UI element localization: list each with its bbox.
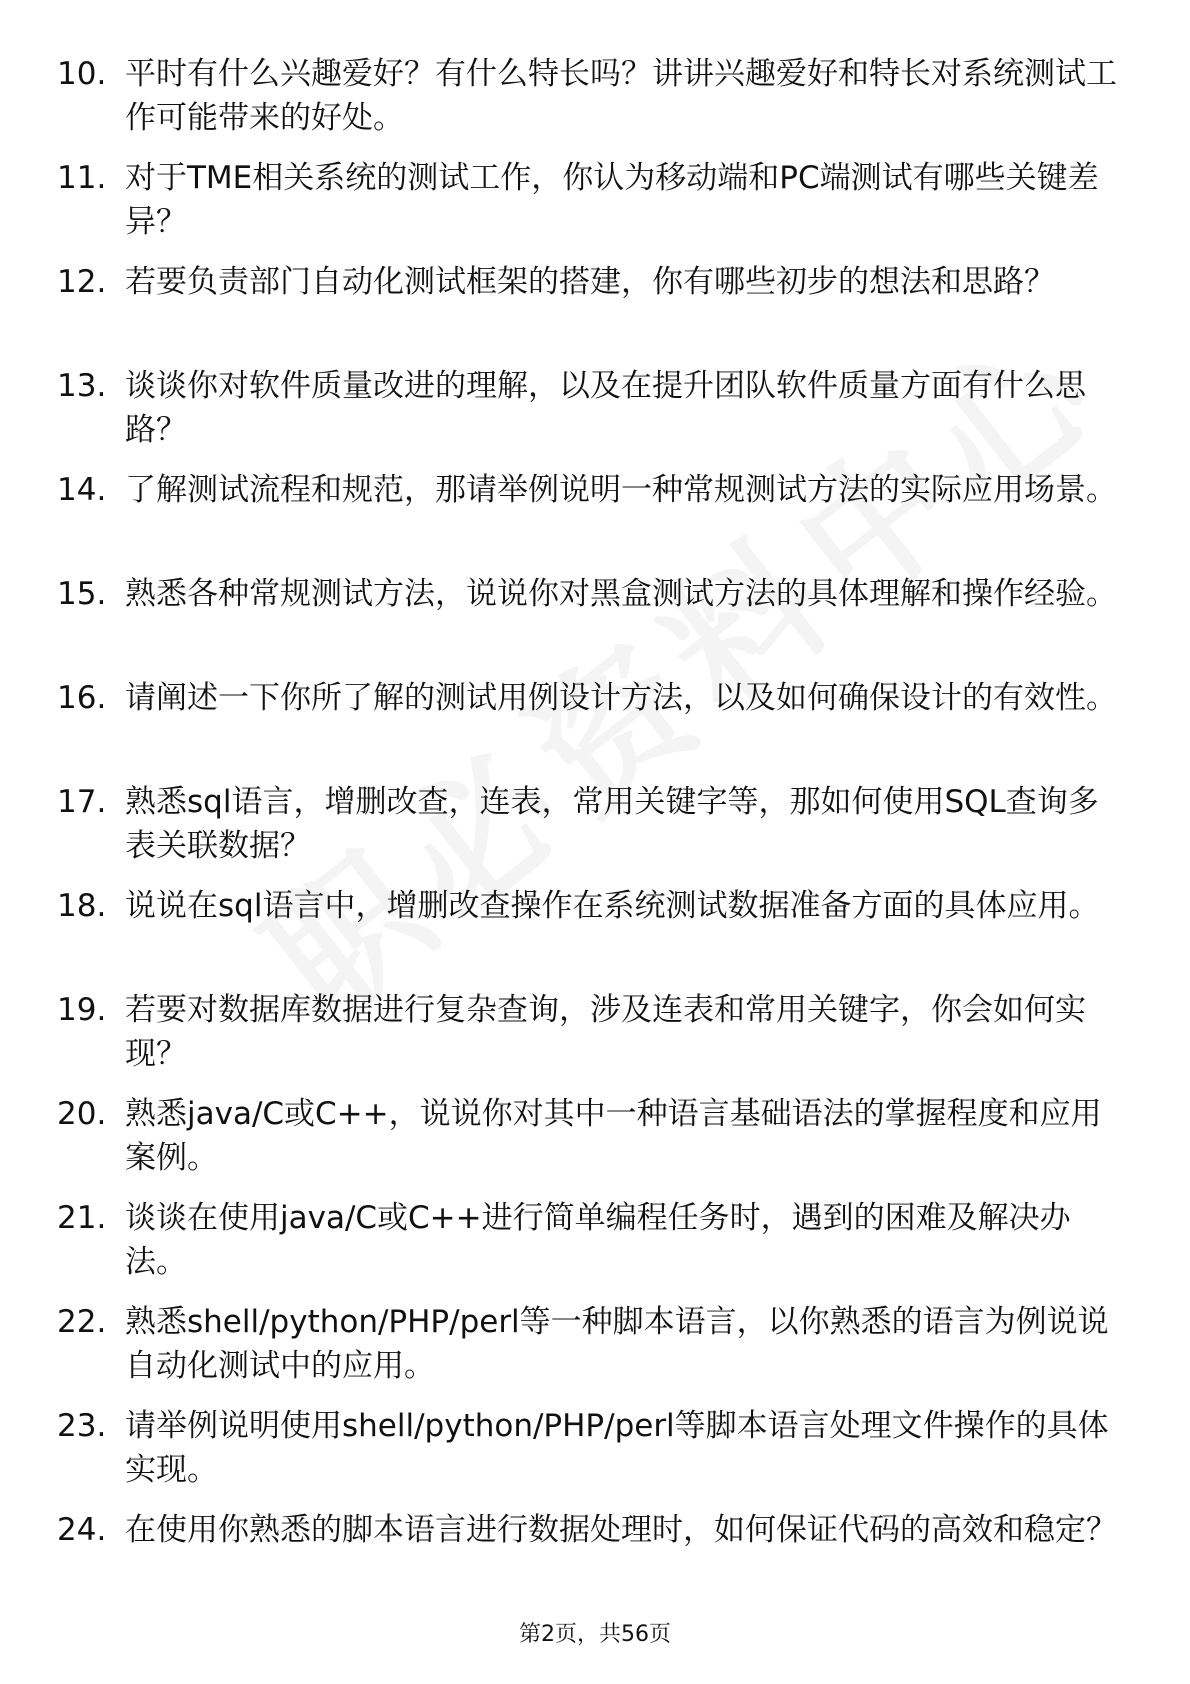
list-item: [0, 988, 1190, 1092]
list-item: [0, 780, 1190, 884]
list-item: [0, 52, 1190, 156]
question-text: 若要负责部门自动化测试框架的搭建，你有哪些初步的想法和思路？: [125, 264, 1055, 300]
list-item: [0, 1092, 1190, 1196]
question-text: 熟悉shell/python/PHP/perl等一种脚本语言，以你熟悉的语言为例说说自动化测试中的应用。: [125, 1304, 1109, 1384]
list-item: [0, 676, 1190, 780]
question-text: 了解测试流程和规范，那请举例说明一种常规测试方法的实际应用场景。: [125, 472, 1117, 508]
question-text: 熟悉java/C或C++，说说你对其中一种语言基础语法的掌握程度和应用案例。: [125, 1096, 1102, 1176]
question-number: 19.: [57, 992, 107, 1028]
list-item: [0, 572, 1190, 676]
question-text: 平时有什么兴趣爱好？有什么特长吗？讲讲兴趣爱好和特长对系统测试工作可能带来的好处。: [125, 56, 1117, 136]
question-text: 请举例说明使用shell/python/PHP/perl等脚本语言处理文件操作的具体实现。: [125, 1408, 1109, 1488]
list-item: [0, 884, 1190, 988]
list-item: [0, 468, 1190, 572]
question-number: 10.: [57, 56, 107, 92]
question-text: 对于TME相关系统的测试工作，你认为移动端和PC端测试有哪些关键差异？: [125, 160, 1099, 240]
question-number: 23.: [57, 1408, 107, 1444]
list-item: [0, 156, 1190, 260]
list-item: [0, 1300, 1190, 1404]
question-number: 13.: [57, 368, 107, 404]
question-text: 熟悉sql语言，增删改查，连表，常用关键字等，那如何使用SQL查询多表关联数据？: [125, 784, 1099, 864]
question-number: 11.: [57, 160, 107, 196]
question-number: 12.: [57, 264, 107, 300]
question-number: 15.: [57, 576, 107, 612]
question-list: [0, 52, 1190, 1612]
question-number: 20.: [57, 1096, 107, 1132]
question-number: 24.: [57, 1512, 107, 1548]
list-item: [0, 364, 1190, 468]
question-number: 17.: [57, 784, 107, 820]
question-text: 熟悉各种常规测试方法，说说你对黑盒测试方法的具体理解和操作经验。: [125, 576, 1117, 612]
question-text: 谈谈你对软件质量改进的理解，以及在提升团队软件质量方面有什么思路？: [125, 368, 1086, 448]
question-number: 16.: [57, 680, 107, 716]
question-text: 在使用你熟悉的脚本语言进行数据处理时，如何保证代码的高效和稳定？: [125, 1512, 1117, 1548]
question-text: 谈谈在使用java/C或C++进行简单编程任务时，遇到的困难及解决办法。: [125, 1200, 1071, 1280]
question-text: 若要对数据库数据进行复杂查询，涉及连表和常用关键字，你会如何实现？: [125, 992, 1086, 1072]
question-number: 18.: [57, 888, 107, 924]
question-number: 21.: [57, 1200, 107, 1236]
question-text: 说说在sql语言中，增删改查操作在系统测试数据准备方面的具体应用。: [125, 888, 1100, 924]
question-number: 22.: [57, 1304, 107, 1340]
question-text: 请阐述一下你所了解的测试用例设计方法，以及如何确保设计的有效性。: [125, 680, 1117, 716]
question-number: 14.: [57, 472, 107, 508]
page-footer: 第2页，共56页: [519, 1622, 671, 1647]
list-item: [0, 1508, 1190, 1612]
list-item: [0, 1196, 1190, 1300]
list-item: [0, 260, 1190, 364]
list-item: [0, 1404, 1190, 1508]
